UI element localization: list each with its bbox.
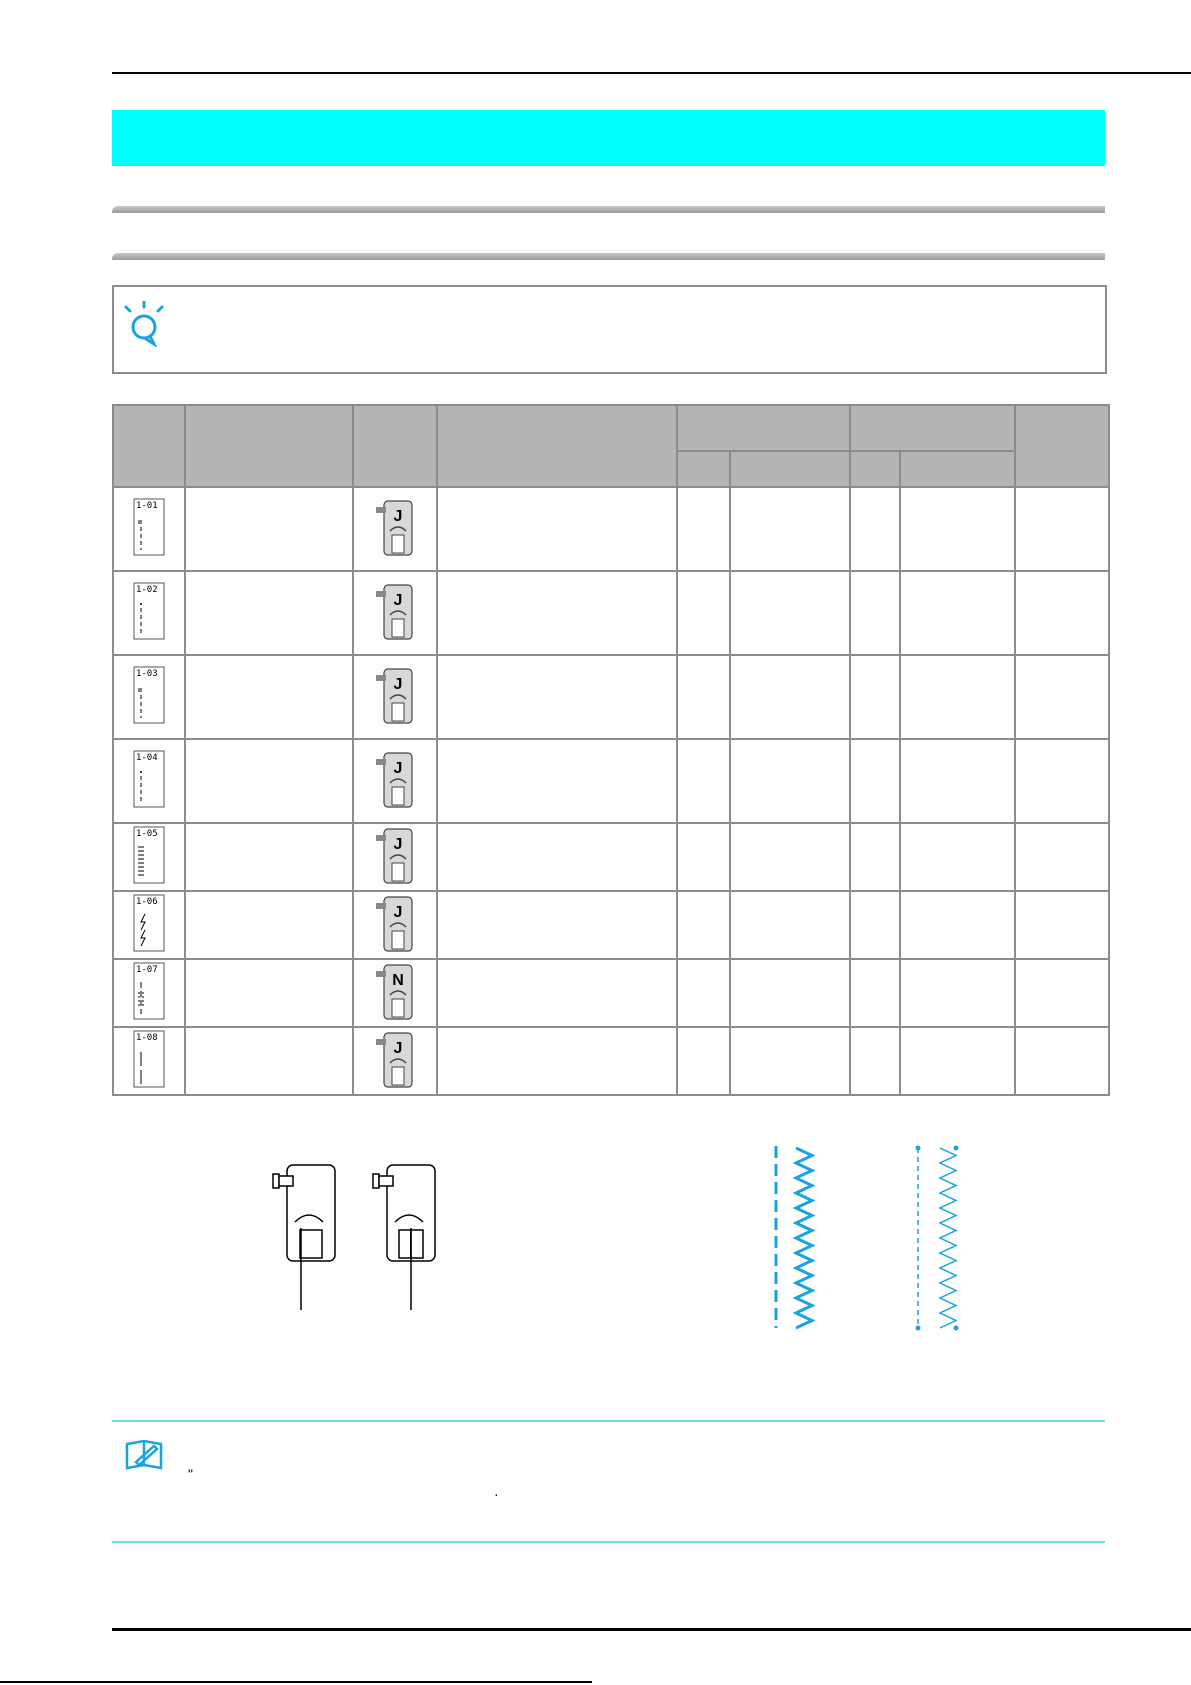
footer-underline — [0, 1681, 592, 1683]
table-cell — [437, 891, 676, 959]
table-cell — [677, 959, 730, 1027]
table-cell — [900, 1027, 1015, 1095]
table-row — [113, 571, 1109, 655]
header-presser-foot — [353, 405, 438, 487]
table-cell — [850, 1027, 901, 1095]
table-cell — [1015, 1027, 1109, 1095]
memo-pencil-icon — [124, 1438, 164, 1472]
table-cell — [900, 571, 1015, 655]
presser-foot-icon — [374, 893, 416, 953]
table-cell — [185, 571, 353, 655]
presser-foot-icon — [374, 665, 416, 725]
table-cell — [185, 959, 353, 1027]
stitch-code: 1-05 — [135, 828, 158, 839]
table-cell — [437, 655, 676, 739]
table-cell — [677, 487, 730, 571]
foot-screw-right — [373, 1174, 379, 1188]
note-box — [112, 285, 1107, 374]
table-cell — [677, 1027, 730, 1095]
table-cell — [900, 655, 1015, 739]
lightbulb-note-icon — [124, 301, 164, 347]
stitch-table — [112, 404, 1110, 1096]
stitch-code: 1-07 — [135, 964, 158, 975]
table-cell — [185, 655, 353, 739]
table-cell — [185, 739, 353, 823]
table-cell — [677, 891, 730, 959]
stitch-end-dot-bottom — [916, 1326, 921, 1331]
header-group-b — [850, 405, 1016, 451]
table-cell — [850, 823, 901, 891]
section-bar-top — [112, 206, 1105, 213]
presser-foot-letter: J — [393, 903, 403, 921]
table-cell — [113, 487, 185, 571]
foot-screw-left — [273, 1174, 279, 1188]
presser-foot-letter: J — [393, 1039, 403, 1057]
presser-foot-letter: J — [393, 507, 403, 525]
table-cell — [353, 959, 438, 1027]
memo-bottom-rule — [112, 1541, 1105, 1543]
table-cell — [730, 487, 850, 571]
table-cell — [1015, 959, 1109, 1027]
table-cell — [437, 487, 676, 571]
zigzag-stitch-left — [796, 1148, 812, 1328]
table-row — [113, 655, 1109, 739]
header-group-b-sub1 — [850, 451, 901, 487]
header-stitch-name — [185, 405, 353, 487]
table-cell — [353, 891, 438, 959]
presser-foot-icon — [374, 497, 416, 557]
table-cell — [353, 487, 438, 571]
table-cell — [113, 739, 185, 823]
footer-rule — [112, 1628, 1191, 1631]
section-bar-bottom — [112, 253, 1105, 260]
stitch-code: 1-02 — [135, 584, 158, 595]
presser-foot-icon — [374, 581, 416, 641]
table-row — [113, 823, 1109, 891]
foot-screw-body-right — [379, 1176, 393, 1186]
table-cell — [353, 655, 438, 739]
table-cell — [437, 823, 676, 891]
table-cell — [437, 1027, 676, 1095]
table-cell — [900, 823, 1015, 891]
table-cell — [677, 823, 730, 891]
table-cell — [730, 823, 850, 891]
stitch-illustration — [760, 1142, 980, 1332]
table-cell — [850, 487, 901, 571]
header-application — [437, 405, 676, 487]
table-cell — [730, 739, 850, 823]
page-title-band — [112, 110, 1105, 166]
table-row — [113, 487, 1109, 571]
table-cell — [437, 739, 676, 823]
table-cell — [677, 739, 730, 823]
presser-foot-letter: N — [392, 971, 404, 989]
table-row — [113, 891, 1109, 959]
table-cell — [850, 959, 901, 1027]
table-cell — [730, 959, 850, 1027]
presser-foot-icon — [374, 749, 416, 809]
table-cell — [185, 891, 353, 959]
presser-foot-icon — [374, 1029, 416, 1089]
table-cell — [1015, 571, 1109, 655]
table-cell — [730, 891, 850, 959]
header-rule — [112, 72, 1191, 74]
table-cell — [677, 655, 730, 739]
header-group-a-sub2 — [730, 451, 850, 487]
zigzag-end-dot-top — [954, 1146, 959, 1151]
table-cell — [353, 739, 438, 823]
table-cell — [353, 823, 438, 891]
table-cell — [1015, 655, 1109, 739]
stitch-code: 1-01 — [135, 500, 158, 511]
table-cell — [730, 1027, 850, 1095]
table-cell — [850, 739, 901, 823]
table-row — [113, 1027, 1109, 1095]
table-row — [113, 959, 1109, 1027]
stitch-end-dot-top — [916, 1146, 921, 1151]
table-cell — [900, 487, 1015, 571]
presser-foot-letter: J — [393, 675, 403, 693]
table-cell — [113, 655, 185, 739]
table-cell — [677, 571, 730, 655]
presser-foot-icon — [374, 825, 416, 885]
zigzag-end-dot-bottom — [954, 1326, 959, 1331]
table-cell — [1015, 823, 1109, 891]
memo-quote-mark: " — [188, 1466, 193, 1482]
header-group-a — [677, 405, 850, 451]
table-cell — [113, 891, 185, 959]
memo-top-rule — [112, 1420, 1105, 1422]
presser-foot-letter: J — [393, 835, 403, 853]
presser-foot-letter: J — [393, 591, 403, 609]
table-cell — [185, 487, 353, 571]
zigzag-stitch-right — [940, 1148, 956, 1328]
table-cell — [113, 1027, 185, 1095]
table-cell — [185, 1027, 353, 1095]
table-cell — [850, 891, 901, 959]
table-row — [113, 739, 1109, 823]
memo-dot-mark: · — [494, 1486, 499, 1502]
table-cell — [1015, 891, 1109, 959]
stitch-code: 1-08 — [135, 1032, 158, 1043]
header-group-b-sub2 — [900, 451, 1015, 487]
presser-foot-icon — [374, 961, 416, 1021]
table-cell — [113, 823, 185, 891]
table-cell — [353, 571, 438, 655]
header-last — [1015, 405, 1109, 487]
stitch-code: 1-04 — [135, 752, 158, 763]
table-cell — [1015, 739, 1109, 823]
stitch-code: 1-06 — [135, 896, 158, 907]
table-cell — [730, 571, 850, 655]
header-stitch — [113, 405, 185, 487]
table-cell — [900, 739, 1015, 823]
table-cell — [437, 959, 676, 1027]
foot-screw-body-left — [279, 1176, 293, 1186]
table-cell — [900, 891, 1015, 959]
table-cell — [353, 1027, 438, 1095]
table-cell — [730, 655, 850, 739]
header-group-a-sub1 — [677, 451, 730, 487]
stitch-code: 1-03 — [135, 668, 158, 679]
table-cell — [113, 959, 185, 1027]
table-cell — [437, 571, 676, 655]
table-cell — [900, 959, 1015, 1027]
table-cell — [850, 655, 901, 739]
table-cell — [113, 571, 185, 655]
table-cell — [1015, 487, 1109, 571]
presser-foot-letter: J — [393, 759, 403, 777]
table-cell — [185, 823, 353, 891]
table-cell — [850, 571, 901, 655]
presser-foot-diagram — [265, 1160, 445, 1310]
